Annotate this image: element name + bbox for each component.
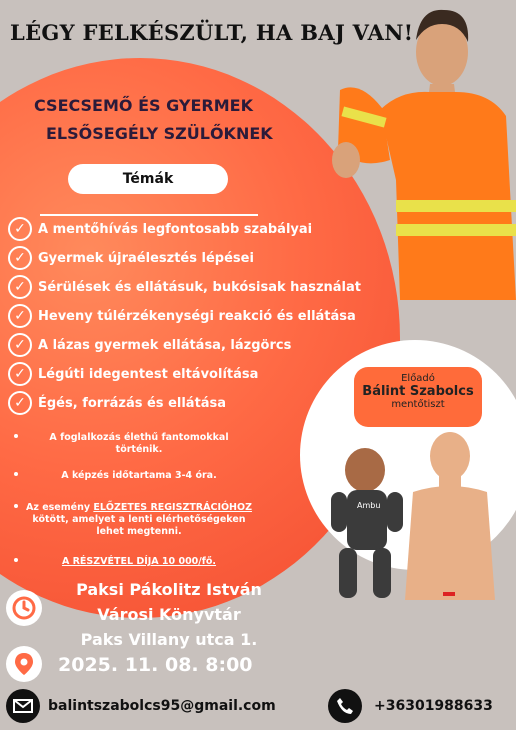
note-item [8, 470, 270, 482]
topic-item [8, 303, 356, 329]
topic-item [8, 216, 312, 242]
topic-text: A mentőhívás legfontosabb szabályai [38, 221, 313, 237]
topic-text: Égés, forrázás és ellátása [38, 395, 227, 411]
speaker-title: mentőtiszt [391, 399, 445, 410]
note-text [8, 502, 270, 538]
bullet-dot [14, 472, 18, 476]
note-text: A foglalkozás élethű fantomokkal történik. [49, 432, 229, 455]
fee-text: A RÉSZVÉTEL DÍJA 10 000/fő. [61, 556, 217, 567]
note-item [8, 432, 270, 456]
clock-icon [6, 590, 42, 626]
course-title-line1: CSECSEMŐ ÉS GYERMEK [34, 96, 253, 115]
paramedic-photo [330, 0, 516, 300]
location-pin-icon [6, 646, 42, 682]
check-icon: ✓ [8, 246, 32, 270]
email-link[interactable]: balintszabolcs95@gmail.com [48, 698, 276, 714]
phone-number[interactable]: +36301988633 [374, 698, 493, 714]
headline: LÉGY FELKÉSZÜLT, HA BAJ VAN! [10, 20, 414, 45]
topic-item [8, 390, 226, 416]
topic-text: Légúti idegentest eltávolítása [38, 366, 259, 382]
venue-line2: Városi Könyvtár [97, 605, 241, 624]
bullet-dot [14, 434, 18, 438]
check-icon: ✓ [8, 304, 32, 328]
registration-emphasis: ELŐZETES REGISZTRÁCIÓHOZ [93, 502, 252, 513]
topic-item [8, 332, 291, 358]
cpr-mannequins-image [325, 430, 515, 610]
note-text-part: kötött, amelyet a lenti elérhetőségeken lehet megtenni. [32, 514, 246, 537]
check-icon: ✓ [8, 362, 32, 386]
check-icon: ✓ [8, 333, 32, 357]
note-item [8, 556, 270, 568]
topic-item [8, 245, 254, 271]
note-text-part: Az esemény [26, 502, 94, 513]
note-item [8, 502, 270, 538]
event-datetime: 2025. 11. 08. 8:00 [58, 654, 253, 676]
check-icon: ✓ [8, 217, 32, 241]
phone-icon [328, 689, 362, 723]
topic-item [8, 274, 361, 300]
topics-label: Témák [68, 164, 228, 194]
bullet-dot [14, 504, 18, 508]
topic-text: Gyermek újraélesztés lépései [38, 250, 254, 266]
topic-item [8, 361, 258, 387]
venue-address: Paks Villany utca 1. [80, 630, 258, 649]
check-icon: ✓ [8, 275, 32, 299]
speaker-card [354, 367, 482, 427]
topic-text: Heveny túlérzékenységi reakció és ellátása [38, 308, 356, 324]
speaker-name: Bálint Szabolcs [362, 384, 474, 399]
check-icon: ✓ [8, 391, 32, 415]
course-title-line2: ELSŐSEGÉLY SZÜLŐKNEK [46, 124, 273, 143]
mannequin-brand: Ambu [357, 501, 381, 510]
venue-line1: Paksi Pákolitz István [76, 580, 262, 599]
note-text: A képzés időtartama 3-4 óra. [61, 470, 217, 481]
speaker-role: Előadó [401, 373, 435, 384]
topic-text: A lázas gyermek ellátása, lázgörcs [38, 337, 292, 353]
topic-text: Sérülések és ellátásuk, bukósisak használat [38, 279, 361, 295]
email-icon [6, 689, 40, 723]
bullet-dot [14, 558, 18, 562]
